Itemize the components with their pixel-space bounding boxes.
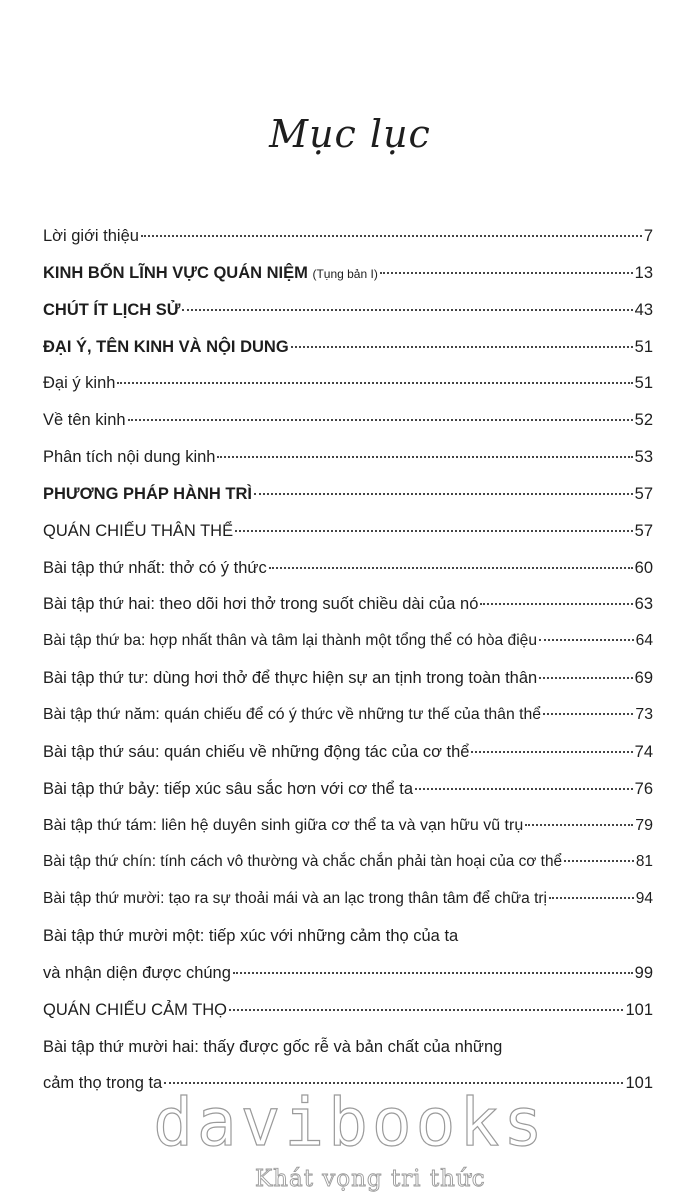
dot-leader [141, 235, 642, 237]
toc-entry-label: Bài tập thứ tư: dùng hơi thở để thực hiện sự an tịnh trong toàn thân [43, 669, 538, 688]
toc-entry-page: 51 [634, 337, 653, 356]
toc-entry-page: 79 [635, 816, 653, 834]
page-title: Mục lục [269, 112, 431, 156]
toc-entry-label [43, 264, 378, 283]
toc-entry-label: Bài tập thứ mười: tạo ra sự thoải mái và an lạc trong thân tâm để chữa trị [43, 890, 547, 908]
toc-entry-label: Phân tích nội dung kinh [43, 448, 216, 467]
toc-entry-label: Bài tập thứ chín: tính cách vô thường và chắc chắn phải tàn hoại của cơ thể [43, 853, 563, 871]
toc-entry [43, 301, 653, 338]
toc-entry [43, 1038, 653, 1075]
dot-leader [549, 897, 634, 899]
dot-leader [229, 1009, 624, 1011]
dot-leader [217, 456, 632, 458]
toc-entry-page: 51 [634, 374, 653, 393]
toc-entry-label: Bài tập thứ bảy: tiếp xúc sâu sắc hơn với cơ thể ta [43, 779, 414, 798]
toc-entry-page: 74 [634, 742, 653, 761]
toc-entry [43, 595, 653, 632]
dot-leader [471, 751, 632, 753]
dot-leader [233, 972, 633, 974]
toc-entry-label: QUÁN CHIẾU THÂN THỂ [43, 521, 234, 540]
toc-entry-page: 76 [634, 779, 653, 798]
toc-entry-page: 99 [634, 963, 653, 982]
toc-entry-label: Bài tập thứ sáu: quán chiếu về những động tác của cơ thể [43, 742, 470, 761]
dot-leader [539, 639, 634, 641]
dot-leader [235, 530, 633, 532]
toc-entry-page: 101 [625, 1000, 653, 1019]
toc-entry-page: 69 [634, 669, 653, 688]
toc-entry-page: 52 [634, 411, 653, 430]
toc-entry-page: 7 [643, 227, 653, 245]
toc-entry-page: 53 [634, 448, 653, 467]
toc-entry-page: 13 [634, 263, 653, 282]
toc-entry [43, 927, 653, 964]
toc-entry-label: Bài tập thứ ba: hợp nhất thân và tâm lại thành một tổng thể có hòa điệu [43, 632, 538, 650]
watermark-brand: davibooks [153, 1084, 547, 1161]
toc-entry-page: 94 [635, 890, 653, 908]
dot-leader [380, 272, 633, 274]
toc-entry-subtitle: (Tụng bản I) [312, 266, 378, 281]
toc-entry [43, 817, 653, 854]
toc-entry [43, 890, 653, 927]
toc-entry [43, 743, 653, 780]
dot-leader [128, 419, 633, 421]
toc-entry [43, 853, 653, 890]
toc-entry-label: Về tên kinh [43, 411, 126, 430]
toc-entry-page: 60 [634, 558, 653, 577]
dot-leader [182, 309, 632, 311]
toc-entry-title: KINH BỐN LĨNH VỰC QUÁN NIỆM [43, 263, 308, 282]
toc-entry-page: 101 [625, 1074, 653, 1093]
toc-entry [43, 706, 653, 743]
toc-entry-label: Bài tập thứ mười một: tiếp xúc với những cảm thọ của ta [43, 927, 459, 946]
dot-leader [117, 382, 632, 384]
toc-entry-label: Bài tập thứ hai: theo dõi hơi thở trong suốt chiều dài của nó [43, 595, 479, 614]
toc-entry-page: 43 [634, 300, 653, 319]
toc-entry-page: 81 [635, 853, 653, 871]
toc-entry [43, 374, 653, 411]
dot-leader [254, 493, 633, 495]
toc-entry-page: 57 [634, 484, 653, 503]
toc-entry [43, 264, 653, 301]
dot-leader [564, 860, 634, 862]
toc-entry [43, 338, 653, 375]
toc-entry [43, 448, 653, 485]
toc-entry-label: Bài tập thứ năm: quán chiếu để có ý thức về những tư thế của thân thể [43, 705, 542, 723]
toc-entry-label: Đại ý kinh [43, 374, 116, 393]
toc-entry-label: QUÁN CHIẾU CẢM THỌ [43, 1000, 227, 1019]
toc-entry [43, 1001, 653, 1038]
dot-leader [543, 713, 633, 715]
toc-entry [43, 485, 653, 522]
dot-leader [539, 677, 632, 679]
dot-leader [415, 788, 633, 790]
toc-entry [43, 559, 653, 596]
toc-entry-page: 64 [635, 632, 653, 650]
table-of-contents [43, 227, 653, 1111]
toc-entry [43, 411, 653, 448]
toc-entry-label: cảm thọ trong ta [43, 1074, 163, 1093]
toc-entry-page: 57 [634, 521, 653, 540]
dot-leader [525, 824, 633, 826]
toc-entry [43, 964, 653, 1001]
toc-entry-label: Bài tập thứ tám: liên hệ duyên sinh giữa cơ thể ta và vạn hữu vũ trụ [43, 816, 524, 834]
toc-entry-label: Bài tập thứ nhất: thở có ý thức [43, 558, 267, 577]
dot-leader [480, 603, 632, 605]
toc-entry-label: CHÚT ÍT LỊCH SỬ [43, 300, 181, 319]
dot-leader [269, 567, 633, 569]
toc-entry [43, 780, 653, 817]
toc-entry-label: ĐẠI Ý, TÊN KINH VÀ NỘI DUNG [43, 337, 289, 356]
toc-entry [43, 632, 653, 669]
toc-entry-page: 73 [635, 705, 653, 723]
toc-entry [43, 522, 653, 559]
toc-entry-label: PHƯƠNG PHÁP HÀNH TRÌ [43, 484, 252, 503]
toc-entry-label: Bài tập thứ mười hai: thấy được gốc rễ và bản chất của những [43, 1037, 503, 1056]
toc-entry-label: và nhận diện được chúng [43, 963, 231, 982]
toc-entry-label: Lời giới thiệu [43, 227, 139, 245]
toc-entry [43, 227, 653, 264]
toc-entry-page: 63 [634, 595, 653, 614]
toc-entry [43, 669, 653, 706]
dot-leader [291, 346, 633, 348]
watermark-slogan: Khát vọng tri thức [255, 1166, 486, 1192]
